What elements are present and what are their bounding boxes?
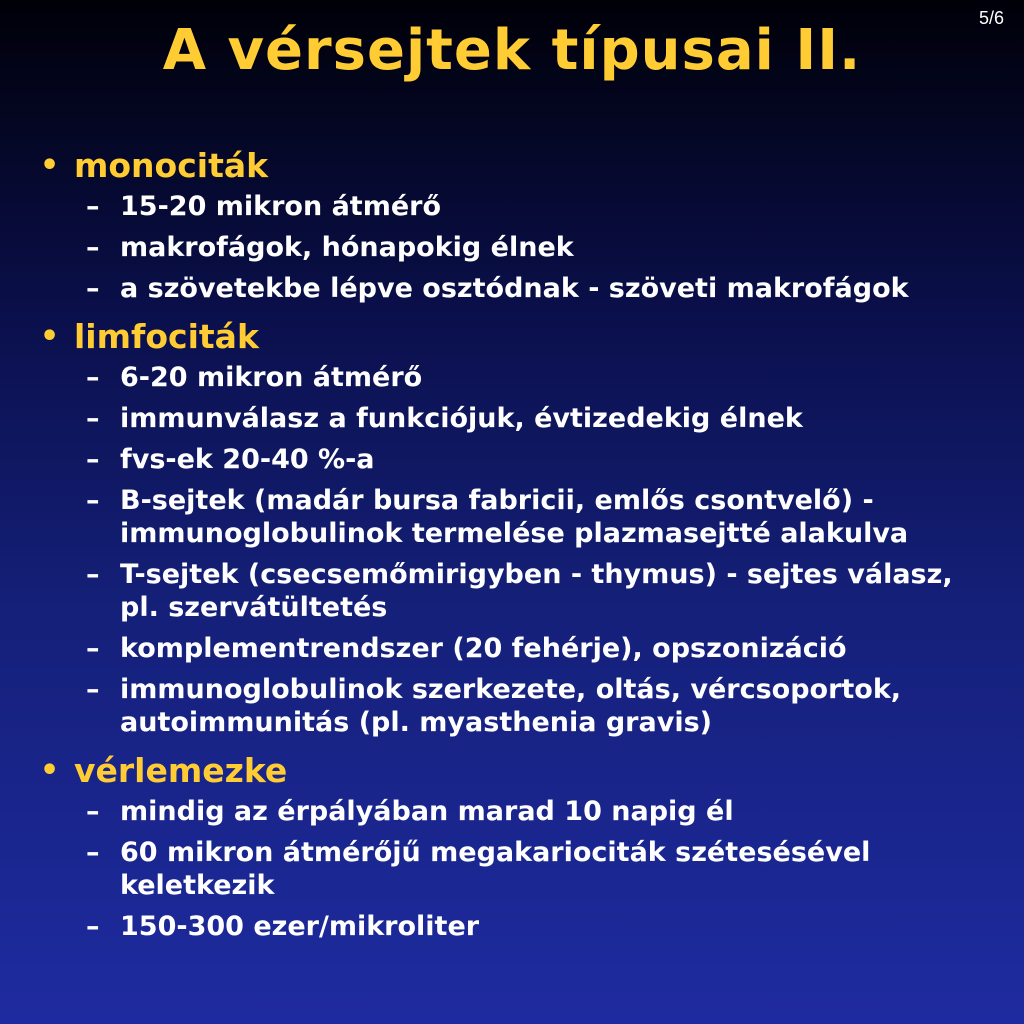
dash-icon: –	[86, 796, 100, 827]
section-heading-text: limfociták	[74, 317, 259, 356]
page-number: 5/6	[978, 8, 1004, 28]
list-item-text: makrofágok, hónapokig élnek	[120, 232, 574, 263]
list-item-text: 150-300 ezer/mikroliter	[120, 911, 480, 942]
section-heading	[0, 313, 1000, 361]
dash-icon: –	[86, 403, 100, 434]
dash-icon: –	[86, 273, 100, 304]
dash-icon: –	[86, 911, 100, 942]
list-item-text: T-sejtek (csecsemőmirigyben - thymus) - sejtes válasz, pl. szervátültetés	[120, 559, 953, 623]
section-monocitak	[0, 142, 1000, 305]
dash-icon: –	[86, 674, 100, 705]
bullet-icon: •	[40, 319, 60, 354]
section-heading-text: vérlemezke	[74, 751, 288, 790]
section-verlemezke	[0, 747, 1000, 943]
list-item-text: 15-20 mikron átmérő	[120, 191, 442, 222]
section-heading	[0, 747, 1000, 795]
list-item	[0, 361, 1000, 394]
list-item	[0, 632, 1000, 665]
dash-icon: –	[86, 559, 100, 590]
slide-title: A vérsejtek típusai II.	[162, 18, 862, 83]
dash-icon: –	[86, 191, 100, 222]
list-item	[0, 190, 1000, 223]
section-heading	[0, 142, 1000, 190]
list-item	[0, 558, 1000, 624]
section-limfocitak	[0, 313, 1000, 739]
bullet-icon: •	[40, 148, 60, 183]
list-item	[0, 402, 1000, 435]
list-item-text: mindig az érpályában marad 10 napig él	[120, 796, 734, 827]
sub-list	[0, 190, 1000, 305]
list-item-text: B-sejtek (madár bursa fabricii, emlős csontvelő) - immunoglobulinok termelése plazmasejtté alakulva	[120, 485, 909, 549]
dash-icon: –	[86, 485, 100, 516]
slide-content	[0, 142, 1000, 951]
section-heading-text: monociták	[74, 146, 269, 185]
list-item	[0, 231, 1000, 264]
sub-list	[0, 361, 1000, 739]
list-item	[0, 910, 1000, 943]
list-item	[0, 836, 1000, 902]
dash-icon: –	[86, 633, 100, 664]
dash-icon: –	[86, 232, 100, 263]
list-item-text: 6-20 mikron átmérő	[120, 362, 423, 393]
list-item-text: a szövetekbe lépve osztódnak - szöveti makrofágok	[120, 273, 909, 304]
list-item-text: immunoglobulinok szerkezete, oltás, vércsoportok, autoimmunitás (pl. myasthenia gravis)	[120, 674, 902, 738]
list-item	[0, 443, 1000, 476]
dash-icon: –	[86, 837, 100, 868]
list-item	[0, 272, 1000, 305]
list-item	[0, 484, 1000, 550]
dash-icon: –	[86, 444, 100, 475]
sub-list	[0, 795, 1000, 943]
list-item-text: immunválasz a funkciójuk, évtizedekig élnek	[120, 403, 803, 434]
list-item-text: komplementrendszer (20 fehérje), opszonizáció	[120, 633, 847, 664]
list-item-text: fvs-ek 20-40 %-a	[120, 444, 375, 475]
bullet-icon: •	[40, 753, 60, 788]
list-item	[0, 795, 1000, 828]
list-item	[0, 673, 1000, 739]
dash-icon: –	[86, 362, 100, 393]
list-item-text: 60 mikron átmérőjű megakariociták szétesésével keletkezik	[120, 837, 871, 901]
